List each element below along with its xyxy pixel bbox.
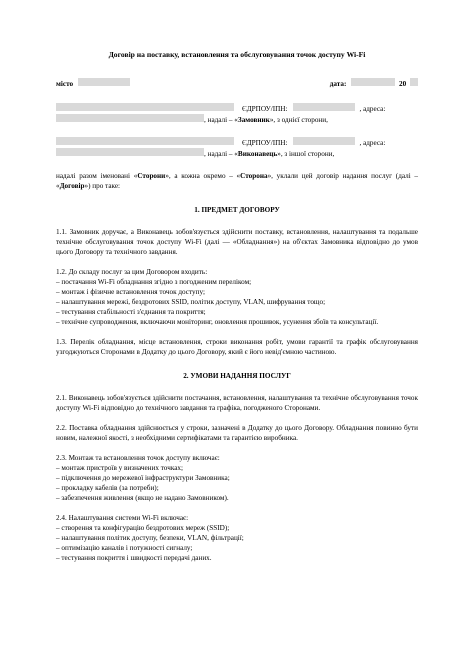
customer-code-label: ЄДРПОУ/ІПН:	[242, 105, 288, 113]
intro-text-3: », уклали цей договір надання послуг (далі – «	[56, 172, 418, 190]
clause-2-4	[56, 513, 418, 563]
list-item: – забезпечення живлення (якщо не надано Замовником).	[56, 494, 229, 502]
customer-name-blank[interactable]	[56, 103, 234, 111]
place-field	[56, 78, 130, 89]
customer-code-blank[interactable]	[293, 103, 355, 111]
section-2-title: 2. УМОВИ НАДАННЯ ПОСЛУГ	[183, 372, 291, 380]
contractor-code-label: ЄДРПОУ/ІПН:	[242, 139, 288, 147]
clause-2-3	[56, 453, 418, 503]
clause-1-3: 1.3. Перелік обладнання, місце встановлення, строки виконання робіт, умови гарантії та графік обслуговування узгоджуються Сторонами в Додатку до цього Договору, який є його невід'ємною частиною.	[56, 338, 418, 356]
contractor-code-blank[interactable]	[293, 137, 355, 145]
clause-1-2	[56, 267, 418, 327]
customer-role-post: », з однієї сторони,	[269, 116, 328, 124]
clause-2-1: 2.1. Виконавець зобов'язується здійснити постачання, встановлення, налаштування та технічне обслуговування точок доступу Wi-Fi відповідно до технічного завдання та графіка, погодженого Сторонами.	[56, 394, 418, 412]
date-blank[interactable]	[351, 78, 395, 86]
clause-2-3-head: 2.3. Монтаж та встановлення точок доступу включає:	[56, 454, 220, 462]
year-blank[interactable]	[410, 78, 418, 86]
list-item: – налаштування мережі, бездротових SSID, політик доступу, VLAN, шифрування тощо;	[56, 298, 326, 306]
contractor-address-label: , адреса:	[359, 139, 386, 147]
contractor-name-blank[interactable]	[56, 137, 234, 145]
section-1-title: 1. ПРЕДМЕТ ДОГОВОРУ	[194, 206, 280, 214]
list-item: – технічне супроводження, включаючи моніторинг, оновлення прошивок, усунення збоїв та консультації.	[56, 318, 379, 326]
list-item: – створення та конфігурацію бездротових мереж (SSID);	[56, 524, 230, 532]
customer-role-pre: , надалі – «	[204, 116, 238, 124]
place-label: місто	[56, 80, 74, 88]
clause-2-2: 2.2. Поставка обладнання здійснюється у строки, зазначені в Додатку до цього Договору. Обладнання повинно бути новим, належної якості, з необхідними сертифікатами та гарантією виробника.	[56, 424, 418, 442]
list-item: – прокладку кабелів (за потреби);	[56, 484, 159, 492]
list-item: – постачання Wi-Fi обладнання згідно з погодженим переліком;	[56, 278, 252, 286]
list-item: – оптимізацію каналів і потужності сигналу;	[56, 544, 193, 552]
clause-2-4-head: 2.4. Налаштування системи Wi-Fi включає:	[56, 514, 189, 522]
place-date-row	[56, 78, 418, 89]
customer-address-blank[interactable]	[56, 114, 204, 122]
list-item: – тестування стабільності з'єднання та покриття;	[56, 308, 206, 316]
list-item: – підключення до мережевої інфраструктури Замовника;	[56, 474, 230, 482]
party-contractor	[56, 137, 418, 159]
list-item: – тестування покриття і швидкості передачі даних.	[56, 554, 212, 562]
contractor-role-pre: , надалі – «	[204, 150, 238, 158]
document-title: Договір на поставку, встановлення та обслуговування точок доступу Wi-Fi	[108, 50, 366, 59]
year-prefix: 20	[399, 80, 407, 88]
customer-role: Замовник	[237, 116, 270, 124]
contractor-role-post: », з іншої сторони,	[277, 150, 335, 158]
intro-term-party: Сторона	[240, 172, 268, 180]
customer-address-label: , адреса:	[359, 105, 386, 113]
list-item: – монтаж пристроїв у визначених точках;	[56, 464, 183, 472]
clause-1-2-head: 1.2. До складу послуг за цим Договором входить:	[56, 268, 208, 276]
intro-paragraph	[56, 171, 418, 191]
intro-text-2: », а кожна окремо – «	[165, 172, 241, 180]
list-item: – налаштування політик доступу, безпеки, VLAN, фільтрації;	[56, 534, 244, 542]
date-label: дата:	[329, 80, 347, 88]
place-blank[interactable]	[78, 78, 130, 86]
intro-text-1: надалі разом іменовані «	[56, 172, 138, 180]
intro-term-contract: Договір	[59, 182, 85, 190]
intro-term-parties: Сторони	[137, 172, 166, 180]
contractor-role: Виконавець	[237, 150, 278, 158]
date-field	[330, 78, 418, 89]
clause-1-1: 1.1. Замовник доручає, а Виконавець зобов'язується здійснити поставку, встановлення, налаштування та подальше технічне обслуговування точок доступу Wi-Fi (далі — «Обладнання») на об'єктах Замовника відповідно до умов цього Договору та технічного завдання.	[56, 228, 418, 256]
party-customer	[56, 103, 418, 125]
intro-text-4: ») про таке:	[84, 182, 121, 190]
list-item: – монтаж і фізичне встановлення точок доступу;	[56, 288, 205, 296]
contractor-address-blank[interactable]	[56, 148, 204, 156]
